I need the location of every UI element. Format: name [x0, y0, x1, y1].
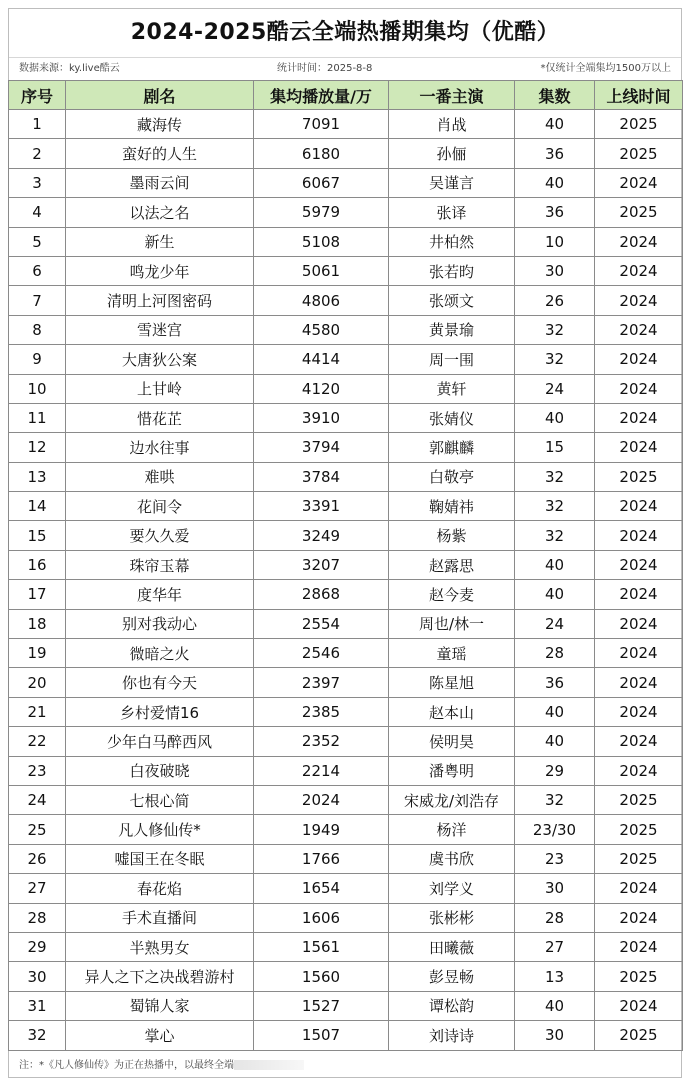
column-header-avg-views: 集均播放量/万: [254, 81, 389, 110]
cell-avg-views: 4414: [254, 345, 389, 374]
cell-lead-actor: 杨洋: [389, 815, 515, 844]
cell-avg-views: 3391: [254, 492, 389, 521]
cell-lead-actor: 张若昀: [389, 256, 515, 285]
cell-lead-actor: 刘学义: [389, 874, 515, 903]
table-row: [9, 315, 683, 344]
cell-episodes: 27: [515, 932, 595, 961]
cell-release-year: 2024: [595, 991, 683, 1020]
cell-avg-views: 3910: [254, 403, 389, 432]
cell-release-year: 2024: [595, 433, 683, 462]
cell-title: 别对我动心: [66, 609, 254, 638]
cell-title: 大唐狄公案: [66, 345, 254, 374]
cell-avg-views: 5979: [254, 198, 389, 227]
cell-avg-views: 2385: [254, 697, 389, 726]
cell-rank: 20: [9, 668, 66, 697]
cell-avg-views: 2868: [254, 580, 389, 609]
cell-rank: 25: [9, 815, 66, 844]
cell-episodes: 23: [515, 844, 595, 873]
table-row: [9, 403, 683, 432]
cell-title: 要久久爱: [66, 521, 254, 550]
cell-title: 春花焰: [66, 874, 254, 903]
cell-lead-actor: 张颂文: [389, 286, 515, 315]
cell-title: 七根心简: [66, 785, 254, 814]
column-header-episodes: 集数: [515, 81, 595, 110]
cell-rank: 19: [9, 639, 66, 668]
table-row: [9, 286, 683, 315]
cell-lead-actor: 周也/林一: [389, 609, 515, 638]
table-row: [9, 785, 683, 814]
cell-avg-views: 3249: [254, 521, 389, 550]
cell-release-year: 2024: [595, 668, 683, 697]
cell-title: 边水往事: [66, 433, 254, 462]
cell-episodes: 40: [515, 550, 595, 579]
table-row: [9, 433, 683, 462]
cell-rank: 6: [9, 256, 66, 285]
cell-avg-views: 1606: [254, 903, 389, 932]
cell-avg-views: 3207: [254, 550, 389, 579]
cell-title: 惜花芷: [66, 403, 254, 432]
cell-rank: 14: [9, 492, 66, 521]
cell-avg-views: 4120: [254, 374, 389, 403]
cell-release-year: 2025: [595, 785, 683, 814]
cell-lead-actor: 井柏然: [389, 227, 515, 256]
cell-lead-actor: 宋威龙/刘浩存: [389, 785, 515, 814]
cell-episodes: 40: [515, 727, 595, 756]
table-row: [9, 198, 683, 227]
cell-title: 鸣龙少年: [66, 256, 254, 285]
cell-rank: 16: [9, 550, 66, 579]
cell-title: 新生: [66, 227, 254, 256]
cell-lead-actor: 刘诗诗: [389, 1021, 515, 1050]
table-row: [9, 903, 683, 932]
cell-lead-actor: 田曦薇: [389, 932, 515, 961]
cell-lead-actor: 张彬彬: [389, 903, 515, 932]
column-header-title: 剧名: [66, 81, 254, 110]
cell-avg-views: 2546: [254, 639, 389, 668]
cell-title: 掌心: [66, 1021, 254, 1050]
cell-rank: 1: [9, 110, 66, 139]
cell-title: 异人之下之决战碧游村: [66, 962, 254, 991]
cell-rank: 31: [9, 991, 66, 1020]
cell-title: 上甘岭: [66, 374, 254, 403]
cell-title: 嘘国王在冬眠: [66, 844, 254, 873]
ranking-sheet: [8, 8, 682, 1078]
cell-episodes: 30: [515, 1021, 595, 1050]
cell-release-year: 2025: [595, 962, 683, 991]
cell-lead-actor: 张婧仪: [389, 403, 515, 432]
cell-rank: 10: [9, 374, 66, 403]
cell-episodes: 32: [515, 521, 595, 550]
cell-lead-actor: 赵今麦: [389, 580, 515, 609]
cell-lead-actor: 赵本山: [389, 697, 515, 726]
cell-episodes: 36: [515, 139, 595, 168]
cell-rank: 26: [9, 844, 66, 873]
cell-episodes: 40: [515, 991, 595, 1020]
cell-episodes: 28: [515, 903, 595, 932]
cell-episodes: 13: [515, 962, 595, 991]
cell-avg-views: 5061: [254, 256, 389, 285]
filter-note: *仅统计全端集均1500万以上: [540, 63, 671, 74]
cell-title: 珠帘玉幕: [66, 550, 254, 579]
cell-episodes: 32: [515, 315, 595, 344]
cell-episodes: 36: [515, 198, 595, 227]
cell-avg-views: 7091: [254, 110, 389, 139]
cell-release-year: 2024: [595, 492, 683, 521]
cell-rank: 4: [9, 198, 66, 227]
cell-episodes: 36: [515, 668, 595, 697]
cell-title: 蛮好的人生: [66, 139, 254, 168]
cell-episodes: 40: [515, 580, 595, 609]
cell-rank: 12: [9, 433, 66, 462]
cell-rank: 2: [9, 139, 66, 168]
cell-episodes: 26: [515, 286, 595, 315]
cell-title: 藏海传: [66, 110, 254, 139]
cell-release-year: 2024: [595, 315, 683, 344]
cell-episodes: 32: [515, 345, 595, 374]
cell-title: 以法之名: [66, 198, 254, 227]
table-row: [9, 668, 683, 697]
cell-rank: 18: [9, 609, 66, 638]
table-row: [9, 580, 683, 609]
cell-episodes: 30: [515, 874, 595, 903]
table-row: [9, 962, 683, 991]
cell-avg-views: 2024: [254, 785, 389, 814]
table-row: [9, 991, 683, 1020]
cell-title: 白夜破晓: [66, 756, 254, 785]
cell-episodes: 23/30: [515, 815, 595, 844]
cell-episodes: 32: [515, 492, 595, 521]
table-row: [9, 227, 683, 256]
cell-avg-views: 4806: [254, 286, 389, 315]
cell-episodes: 10: [515, 227, 595, 256]
table-row: [9, 756, 683, 785]
cell-lead-actor: 周一围: [389, 345, 515, 374]
meta-bar: [9, 57, 681, 80]
cell-lead-actor: 鞠婧祎: [389, 492, 515, 521]
blurred-watermark: [234, 1060, 304, 1070]
cell-rank: 17: [9, 580, 66, 609]
cell-lead-actor: 谭松韵: [389, 991, 515, 1020]
cell-episodes: 28: [515, 639, 595, 668]
table-row: [9, 815, 683, 844]
cell-episodes: 24: [515, 609, 595, 638]
table-row: [9, 110, 683, 139]
cell-rank: 9: [9, 345, 66, 374]
cell-release-year: 2024: [595, 932, 683, 961]
cell-lead-actor: 童瑶: [389, 639, 515, 668]
page-title: 2024-2025酷云全端热播期集均（优酷）: [130, 20, 560, 45]
cell-rank: 28: [9, 903, 66, 932]
cell-title: 度华年: [66, 580, 254, 609]
cell-rank: 21: [9, 697, 66, 726]
cell-lead-actor: 陈星旭: [389, 668, 515, 697]
cell-release-year: 2025: [595, 1021, 683, 1050]
cell-lead-actor: 肖战: [389, 110, 515, 139]
cell-avg-views: 6067: [254, 168, 389, 197]
cell-avg-views: 1949: [254, 815, 389, 844]
cell-episodes: 15: [515, 433, 595, 462]
cell-episodes: 30: [515, 256, 595, 285]
table-row: [9, 697, 683, 726]
cell-avg-views: 1560: [254, 962, 389, 991]
table-row: [9, 844, 683, 873]
table-row: [9, 139, 683, 168]
column-header-rank: 序号: [9, 81, 66, 110]
cell-episodes: 40: [515, 697, 595, 726]
table-row: [9, 462, 683, 491]
cell-rank: 30: [9, 962, 66, 991]
cell-episodes: 32: [515, 785, 595, 814]
cell-episodes: 32: [515, 462, 595, 491]
cell-lead-actor: 黄景瑜: [389, 315, 515, 344]
cell-release-year: 2024: [595, 697, 683, 726]
cell-release-year: 2024: [595, 286, 683, 315]
cell-rank: 13: [9, 462, 66, 491]
cell-release-year: 2024: [595, 345, 683, 374]
cell-rank: 7: [9, 286, 66, 315]
cell-title: 少年白马醉西风: [66, 727, 254, 756]
footnote-text: 注：*《凡人修仙传》为正在热播中，以最终全端: [19, 1060, 234, 1071]
cell-release-year: 2025: [595, 844, 683, 873]
cell-rank: 32: [9, 1021, 66, 1050]
cell-avg-views: 6180: [254, 139, 389, 168]
cell-lead-actor: 吴谨言: [389, 168, 515, 197]
column-header-release-year: 上线时间: [595, 81, 683, 110]
cell-avg-views: 1527: [254, 991, 389, 1020]
cell-avg-views: 2397: [254, 668, 389, 697]
cell-release-year: 2024: [595, 374, 683, 403]
table-row: [9, 727, 683, 756]
cell-avg-views: 1766: [254, 844, 389, 873]
table-row: [9, 345, 683, 374]
cell-title: 你也有今天: [66, 668, 254, 697]
table-row: [9, 521, 683, 550]
table-row: [9, 874, 683, 903]
table-header-row: [9, 81, 683, 110]
cell-title: 清明上河图密码: [66, 286, 254, 315]
cell-episodes: 24: [515, 374, 595, 403]
cell-lead-actor: 孙俪: [389, 139, 515, 168]
cell-release-year: 2025: [595, 462, 683, 491]
cell-lead-actor: 侯明昊: [389, 727, 515, 756]
table-row: [9, 550, 683, 579]
cell-release-year: 2024: [595, 756, 683, 785]
cell-episodes: 40: [515, 168, 595, 197]
cell-title: 难哄: [66, 462, 254, 491]
cell-release-year: 2024: [595, 403, 683, 432]
cell-rank: 5: [9, 227, 66, 256]
cell-avg-views: 2352: [254, 727, 389, 756]
cell-release-year: 2024: [595, 903, 683, 932]
table-body: [9, 110, 683, 1051]
cell-release-year: 2025: [595, 198, 683, 227]
cell-rank: 23: [9, 756, 66, 785]
cell-episodes: 40: [515, 110, 595, 139]
cell-release-year: 2024: [595, 874, 683, 903]
cell-lead-actor: 虞书欣: [389, 844, 515, 873]
cell-lead-actor: 张译: [389, 198, 515, 227]
cell-release-year: 2024: [595, 550, 683, 579]
cell-title: 微暗之火: [66, 639, 254, 668]
cell-avg-views: 1654: [254, 874, 389, 903]
cell-release-year: 2025: [595, 815, 683, 844]
cell-episodes: 29: [515, 756, 595, 785]
cell-avg-views: 1507: [254, 1021, 389, 1050]
cell-lead-actor: 黄轩: [389, 374, 515, 403]
table-row: [9, 609, 683, 638]
cell-release-year: 2025: [595, 110, 683, 139]
cell-avg-views: 3794: [254, 433, 389, 462]
cell-release-year: 2024: [595, 639, 683, 668]
cell-rank: 11: [9, 403, 66, 432]
cell-lead-actor: 赵露思: [389, 550, 515, 579]
cell-avg-views: 5108: [254, 227, 389, 256]
data-source: 数据来源：ky.live酷云: [19, 63, 120, 74]
cell-title: 手术直播间: [66, 903, 254, 932]
cell-title: 雪迷宫: [66, 315, 254, 344]
ranking-table: [8, 80, 683, 1051]
cell-rank: 24: [9, 785, 66, 814]
table-row: [9, 639, 683, 668]
cell-title: 蜀锦人家: [66, 991, 254, 1020]
cell-rank: 29: [9, 932, 66, 961]
table-row: [9, 374, 683, 403]
cell-avg-views: 4580: [254, 315, 389, 344]
cell-lead-actor: 彭昱畅: [389, 962, 515, 991]
cell-release-year: 2024: [595, 727, 683, 756]
cell-episodes: 40: [515, 403, 595, 432]
table-row: [9, 256, 683, 285]
cell-release-year: 2024: [595, 609, 683, 638]
cell-lead-actor: 白敬亭: [389, 462, 515, 491]
cell-rank: 3: [9, 168, 66, 197]
cell-title: 花间令: [66, 492, 254, 521]
cell-avg-views: 2214: [254, 756, 389, 785]
cell-release-year: 2024: [595, 227, 683, 256]
cell-title: 乡村爱情16: [66, 697, 254, 726]
cell-release-year: 2024: [595, 168, 683, 197]
table-row: [9, 492, 683, 521]
cell-lead-actor: 潘粤明: [389, 756, 515, 785]
column-header-lead-actor: 一番主演: [389, 81, 515, 110]
cell-rank: 22: [9, 727, 66, 756]
table-row: [9, 168, 683, 197]
cell-release-year: 2024: [595, 256, 683, 285]
cell-title: 半熟男女: [66, 932, 254, 961]
cell-rank: 15: [9, 521, 66, 550]
table-row: [9, 1021, 683, 1050]
cell-release-year: 2024: [595, 521, 683, 550]
table-row: [9, 932, 683, 961]
cell-rank: 27: [9, 874, 66, 903]
cell-avg-views: 1561: [254, 932, 389, 961]
cell-release-year: 2025: [595, 139, 683, 168]
cell-lead-actor: 郭麒麟: [389, 433, 515, 462]
stat-date: 统计时间：2025-8-8: [277, 63, 373, 74]
cell-rank: 8: [9, 315, 66, 344]
cell-title: 墨雨云间: [66, 168, 254, 197]
cell-avg-views: 3784: [254, 462, 389, 491]
cell-lead-actor: 杨紫: [389, 521, 515, 550]
cell-avg-views: 2554: [254, 609, 389, 638]
cell-title: 凡人修仙传*: [66, 815, 254, 844]
cell-release-year: 2024: [595, 580, 683, 609]
footnote: [19, 1056, 304, 1071]
